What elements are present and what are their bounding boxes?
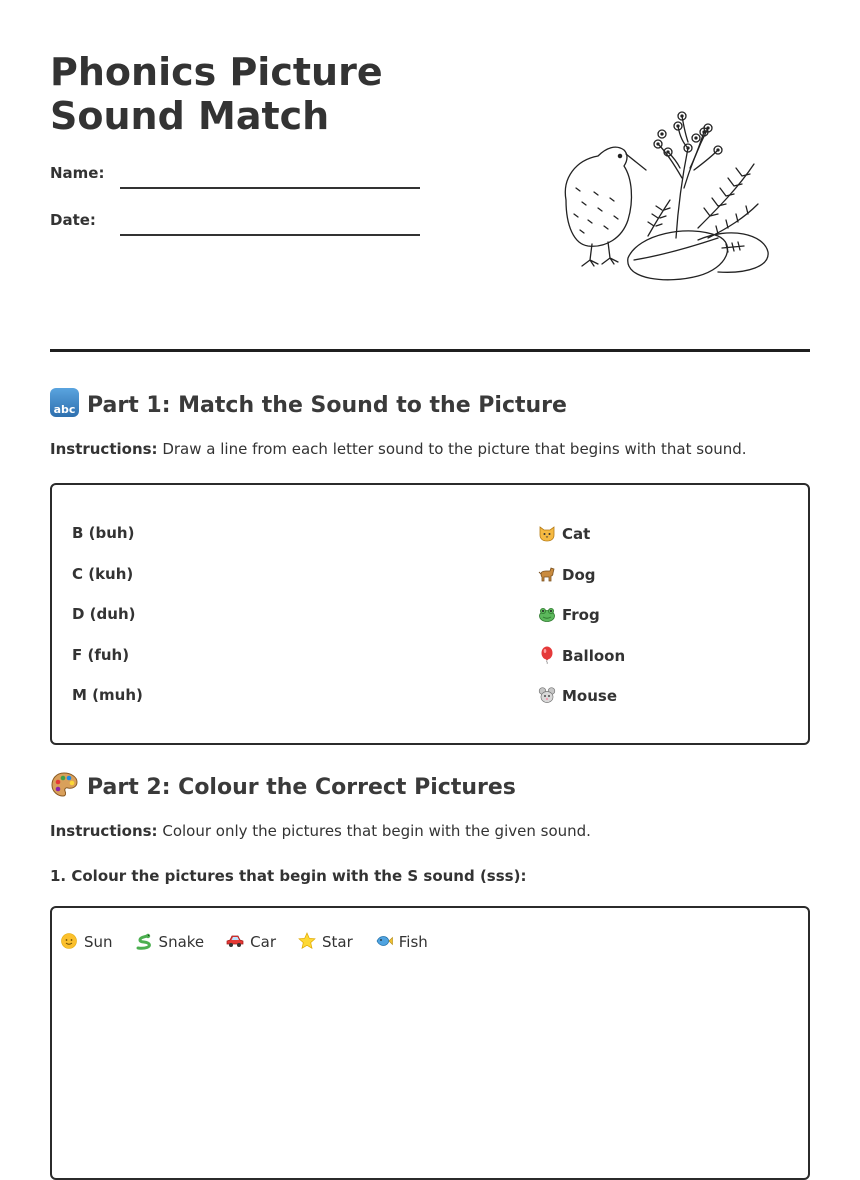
part2-heading-text: Part 2: Colour the Correct Pictures [87,775,516,800]
colouring-items-row [60,932,450,951]
picture-item-dog[interactable] [538,565,596,584]
abc-icon: abc [50,388,79,417]
part1-instructions [50,440,747,458]
colour-item-snake[interactable] [135,932,205,951]
sound-item-m[interactable]: M (muh) [72,686,143,704]
sound-item-c[interactable]: C (kuh) [72,565,134,583]
part1-heading [50,388,567,421]
sound-item-f[interactable]: F (fuh) [72,646,130,664]
picture-item-frog[interactable] [538,605,600,624]
colour-item-fish[interactable] [375,932,428,951]
part2-instructions [50,822,591,840]
name-label: Name: [50,164,105,182]
car-icon [226,932,244,950]
colour-item-star[interactable] [298,932,353,951]
picture-label-dog: Dog [562,566,596,584]
part1-heading-text: Part 1: Match the Sound to the Picture [87,393,567,418]
part2-instructions-label: Instructions: [50,822,158,840]
picture-item-balloon[interactable] [538,646,625,665]
colour-item-car[interactable] [226,932,276,951]
colouring-box [50,906,810,1180]
picture-item-cat[interactable] [538,524,590,543]
part2-instructions-text: Colour only the pictures that begin with the given sound. [162,822,591,840]
part1-instructions-text: Draw a line from each letter sound to the picture that begins with that sound. [162,440,747,458]
colour-item-sun[interactable] [60,932,113,951]
picture-label-mouse: Mouse [562,687,618,705]
mouse-icon [538,686,556,704]
colour-label-fish: Fish [398,933,428,951]
section-divider [50,349,810,352]
colour-label-snake: Snake [158,933,205,951]
page-title: Phonics Picture Sound Match [50,50,383,138]
sun-icon [60,932,78,950]
question-s-sound: 1. Colour the pictures that begin with the S sound (sss): [50,867,527,885]
name-field[interactable] [120,187,420,189]
picture-label-cat: Cat [562,525,591,543]
frog-icon [538,605,556,623]
picture-label-frog: Frog [562,606,600,624]
date-field[interactable] [120,234,420,236]
part2-heading [50,770,516,803]
part1-instructions-label: Instructions: [50,440,158,458]
picture-item-mouse[interactable] [538,686,617,705]
colour-label-star: Star [322,933,353,951]
kiwi-bird-fern-rugby-ball-illustration [558,108,774,288]
colour-label-car: Car [250,933,276,951]
dog-icon [538,565,556,583]
date-label: Date: [50,211,96,229]
colour-label-sun: Sun [84,933,113,951]
star-icon [298,932,316,950]
palette-icon [50,770,79,799]
snake-icon [135,932,153,950]
sound-item-d[interactable]: D (duh) [72,605,136,623]
sound-item-b[interactable]: B (buh) [72,524,135,542]
picture-label-balloon: Balloon [562,647,626,665]
matching-box [50,483,810,745]
balloon-icon [538,646,556,664]
cat-icon [538,524,556,542]
fish-icon [375,932,393,950]
